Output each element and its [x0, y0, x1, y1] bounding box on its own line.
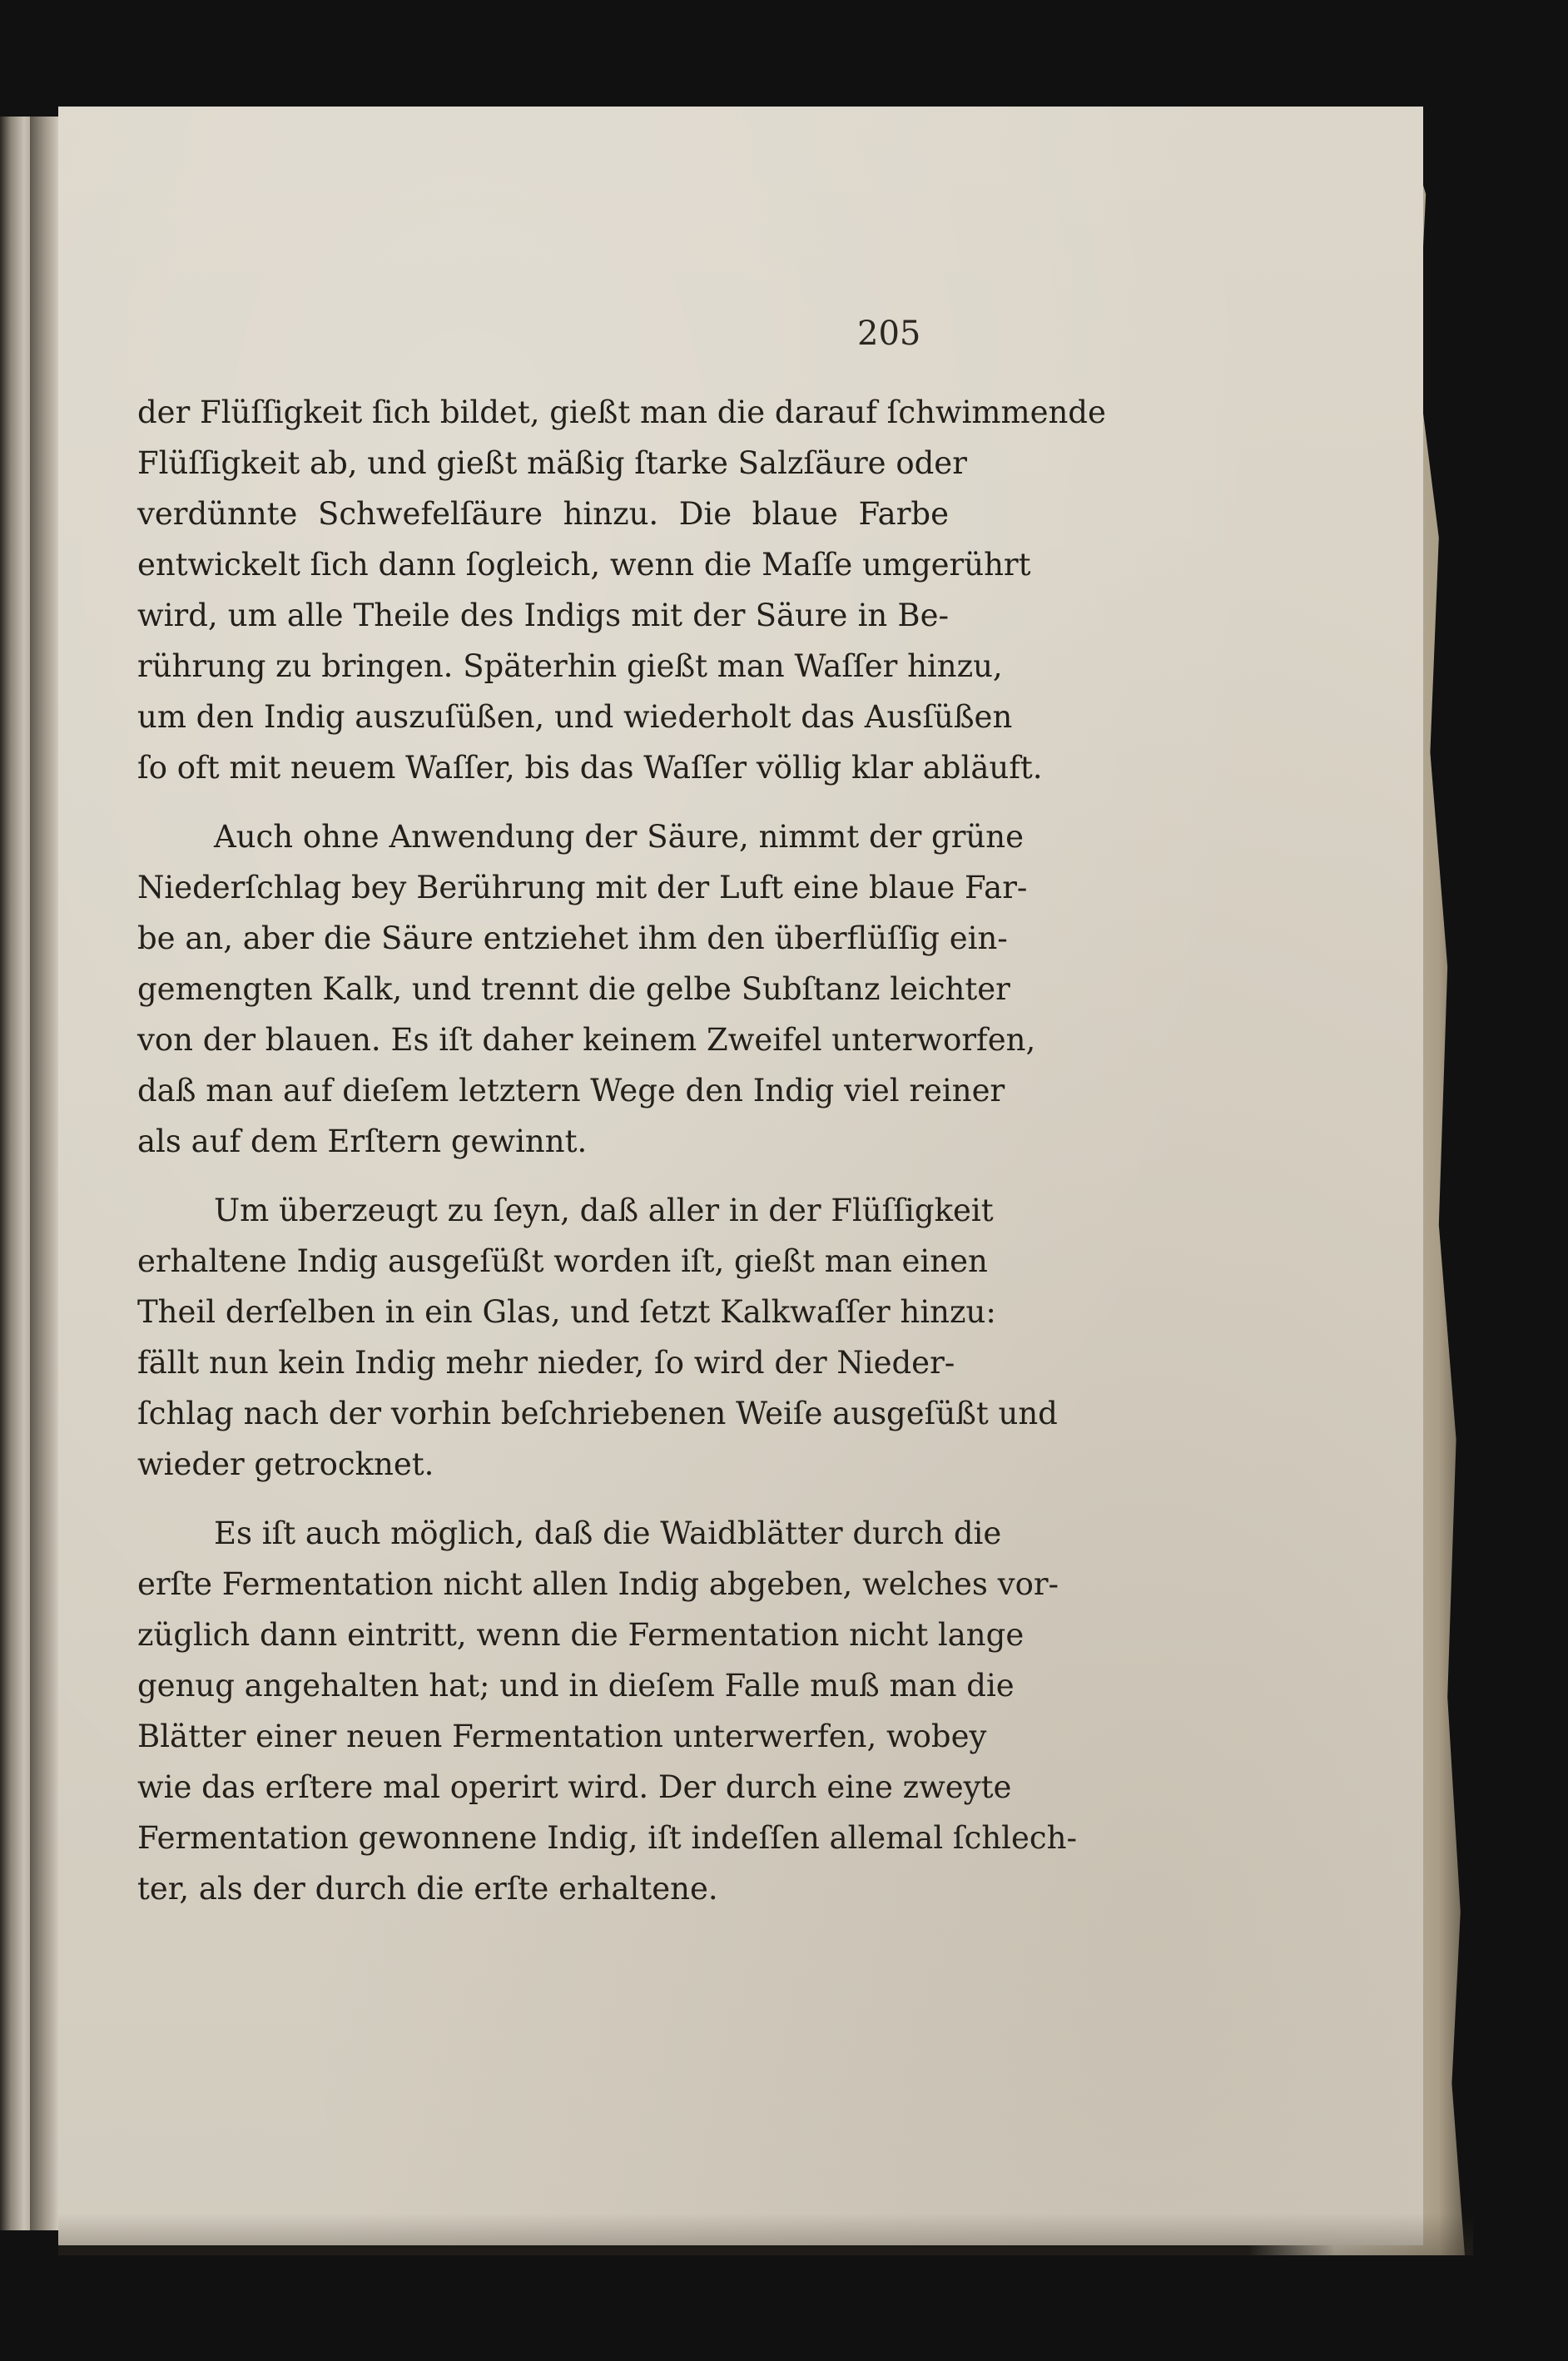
text-line: erhaltene Indig ausgeſüßt worden iſt, gießt man einen [137, 1243, 988, 1279]
text-line: Blätter einer neuen Fermentation unterwerfen, wobey [137, 1719, 987, 1754]
text-line: gemengten Kalk, und trennt die gelbe Subſtanz leichter [137, 971, 1010, 1007]
text-line: Niederſchlag bey Berührung mit der Luft eine blaue Far- [137, 870, 1028, 905]
text-line: Auch ohne Anwendung der Säure, nimmt der grüne [214, 819, 1024, 855]
text-line: wird, um alle Theile des Indigs mit der Säure in Be- [137, 598, 949, 633]
text-line: Flüſſigkeit ab, und gießt mäßig ſtarke Salzſäure oder [137, 445, 967, 481]
text-line: ſchlag nach der vorhin beſchriebenen Weiſe ausgeſüßt und [137, 1396, 1058, 1431]
body-text [137, 312, 1106, 1914]
text-line: ter, als der durch die erſte erhaltene. [137, 1871, 718, 1907]
text-line: Fermentation gewonnene Indig, iſt indeſſen allemal ſchlech- [137, 1820, 1077, 1856]
paragraph [137, 1508, 1077, 1914]
left-page-edge [0, 117, 30, 2230]
text-line: erſte Fermentation nicht allen Indig abgeben, welches vor- [137, 1566, 1059, 1602]
text-line: der Flüſſigkeit ſich bildet, gießt man die darauf ſchwimmende [137, 394, 1106, 430]
text-line: Theil derſelben in ein Glas, und ſetzt Kalkwaſſer hinzu: [137, 1294, 996, 1330]
paragraph [137, 811, 1036, 1167]
paragraph [137, 1185, 1058, 1490]
text-line: daß man auf dieſem letztern Wege den Indig viel reiner [137, 1073, 1005, 1109]
text-line: genug angehalten hat; und in dieſem Falle muß man die [137, 1668, 1015, 1704]
text-line: ſo oft mit neuem Waſſer, bis das Waſſer völlig klar abläuft. [137, 750, 1043, 786]
text-line: wieder getrocknet. [137, 1446, 434, 1482]
text-line: Es iſt auch möglich, daß die Waidblätter durch die [214, 1515, 1002, 1551]
paragraph [137, 387, 1106, 793]
text-line: um den Indig auszuſüßen, und wiederholt das Ausſüßen [137, 699, 1013, 735]
text-line: rührung zu bringen. Späterhin gießt man Waſſer hinzu, [137, 648, 1003, 684]
text-line: wie das erſtere mal operirt wird. Der durch eine zweyte [137, 1769, 1012, 1805]
text-line: entwickelt ſich dann ſogleich, wenn die Maſſe umgerührt [137, 547, 1031, 583]
text-line: be an, aber die Säure entziehet ihm den überflüſſig ein- [137, 920, 1008, 956]
page-number: 205 [857, 315, 921, 353]
text-line: von der blauen. Es iſt daher keinem Zweifel unterworfen, [137, 1022, 1036, 1058]
page-bottom-shadow [58, 2214, 1473, 2255]
text-line: fällt nun kein Indig mehr nieder, ſo wird der Nieder- [137, 1345, 955, 1381]
text-line: züglich dann eintritt, wenn die Fermentation nicht lange [137, 1617, 1025, 1653]
text-line: verdünnte Schwefelſäure hinzu. Die blaue Farbe [137, 496, 949, 532]
book-gutter [30, 117, 58, 2230]
text-line: als auf dem Erſtern gewinnt. [137, 1123, 588, 1159]
text-line: Um überzeugt zu ſeyn, daß aller in der Flüſſigkeit [214, 1193, 994, 1228]
